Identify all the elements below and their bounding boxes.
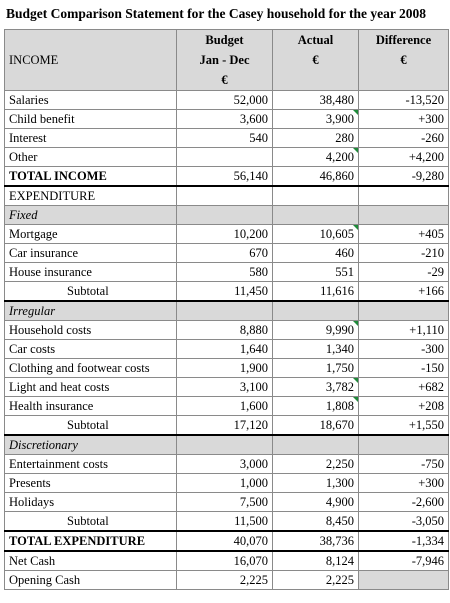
table-row [5,340,449,359]
category-label-cell[interactable]: Irregular [5,301,177,321]
actual-cell[interactable]: 3,900 [273,110,359,129]
difference-cell[interactable]: +1,110 [359,321,449,340]
difference-cell[interactable]: +300 [359,474,449,493]
section-row [5,186,449,206]
actual-cell[interactable]: 1,340 [273,340,359,359]
actual-cell[interactable]: 38,736 [273,531,359,551]
difference-cell[interactable]: -3,050 [359,512,449,532]
subtotal-row [5,416,449,436]
budget-cell[interactable]: 1,000 [177,474,273,493]
budget-cell[interactable]: 56,140 [177,167,273,187]
section-label-cell[interactable]: EXPENDITURE [5,186,177,206]
budget-currency-cell[interactable] [177,70,273,91]
row-label-cell[interactable]: Net Cash [5,551,177,571]
difference-cell[interactable]: -1,334 [359,531,449,551]
actual-cell[interactable]: 46,860 [273,167,359,187]
difference-header-cell[interactable] [359,30,449,51]
budget-cell[interactable]: 1,640 [177,340,273,359]
category-row [5,301,449,321]
budget-cell[interactable]: 580 [177,263,273,282]
difference-cell[interactable]: -7,946 [359,551,449,571]
budget-cell[interactable]: 17,120 [177,416,273,436]
row-label-cell[interactable]: Health insurance [5,397,177,416]
total-income-row [5,167,449,187]
empty-cell[interactable] [359,206,449,225]
row-label-cell[interactable]: Child benefit [5,110,177,129]
row-label-cell[interactable]: House insurance [5,263,177,282]
difference-header-label: Difference [375,33,432,47]
row-label-cell[interactable]: Car costs [5,340,177,359]
budget-header-label: Budget [205,33,244,47]
actual-cell[interactable]: 18,670 [273,416,359,436]
table-row [5,225,449,244]
empty-cell[interactable] [273,186,359,206]
budget-cell[interactable]: 7,500 [177,493,273,512]
actual-cell[interactable]: 4,200 [273,148,359,167]
actual-cell[interactable]: 460 [273,244,359,263]
subtotal-label-cell[interactable]: Subtotal [5,416,177,436]
row-label-cell[interactable]: Opening Cash [5,571,177,590]
empty-cell[interactable] [273,435,359,455]
budget-cell[interactable]: 16,070 [177,551,273,571]
row-label-cell[interactable]: Interest [5,129,177,148]
row-label-cell[interactable]: Light and heat costs [5,378,177,397]
empty-cell[interactable] [359,435,449,455]
actual-header-label: Actual [297,33,334,47]
row-label-cell[interactable]: Holidays [5,493,177,512]
difference-cell[interactable]: -29 [359,263,449,282]
table-row [5,263,449,282]
table-row [5,148,449,167]
budget-period-label: Jan - Dec [199,53,250,67]
table-row [5,359,449,378]
difference-cell[interactable]: +208 [359,397,449,416]
empty-cell[interactable] [177,206,273,225]
row-label-cell[interactable]: Presents [5,474,177,493]
budget-cell[interactable]: 3,600 [177,110,273,129]
difference-cell[interactable]: -750 [359,455,449,474]
actual-cell[interactable]: 11,616 [273,282,359,302]
row-label-cell[interactable]: Household costs [5,321,177,340]
budget-cell[interactable] [177,148,273,167]
opening-cash-row [5,571,449,590]
difference-cell[interactable]: +405 [359,225,449,244]
subtotal-row [5,512,449,532]
table-row [5,455,449,474]
table-row [5,110,449,129]
actual-cell[interactable]: 1,300 [273,474,359,493]
actual-cell[interactable]: 1,808 [273,397,359,416]
table-row [5,321,449,340]
subtotal-label-cell[interactable]: Subtotal [5,512,177,532]
actual-cell[interactable]: 4,900 [273,493,359,512]
actual-cell[interactable]: 1,750 [273,359,359,378]
budget-table [4,29,449,590]
empty-cell[interactable] [273,70,359,91]
row-label-cell[interactable]: Salaries [5,91,177,110]
difference-cell[interactable]: +166 [359,282,449,302]
actual-currency-cell[interactable] [273,50,359,70]
row-label-cell[interactable]: Car insurance [5,244,177,263]
budget-currency-label: € [221,73,228,87]
empty-cell[interactable] [359,70,449,91]
empty-cell[interactable] [273,206,359,225]
empty-cell[interactable] [273,301,359,321]
table-row [5,397,449,416]
actual-cell[interactable]: 3,782 [273,378,359,397]
actual-cell[interactable]: 9,990 [273,321,359,340]
budget-cell[interactable]: 1,600 [177,397,273,416]
difference-cell[interactable]: -2,600 [359,493,449,512]
actual-cell[interactable]: 2,225 [273,571,359,590]
difference-cell[interactable]: -13,520 [359,91,449,110]
net-cash-row [5,551,449,571]
empty-cell[interactable] [177,186,273,206]
table-row [5,91,449,110]
budget-cell[interactable]: 40,070 [177,531,273,551]
budget-cell[interactable]: 540 [177,129,273,148]
table-row [5,378,449,397]
empty-cell[interactable] [359,301,449,321]
actual-cell[interactable]: 8,124 [273,551,359,571]
row-label-cell[interactable]: TOTAL INCOME [5,167,177,187]
subtotal-row [5,282,449,302]
total-expenditure-row [5,531,449,551]
actual-cell[interactable]: 38,480 [273,91,359,110]
category-row [5,435,449,455]
empty-cell[interactable] [359,186,449,206]
budget-cell[interactable]: 2,225 [177,571,273,590]
budget-cell[interactable]: 3,000 [177,455,273,474]
actual-cell[interactable]: 280 [273,129,359,148]
page-title: Budget Comparison Statement for the Casey household for the year 2008 [6,6,426,21]
empty-cell[interactable] [177,301,273,321]
category-row [5,206,449,225]
budget-cell[interactable]: 52,000 [177,91,273,110]
difference-cell[interactable]: -210 [359,244,449,263]
actual-cell[interactable]: 10,605 [273,225,359,244]
table-row [5,244,449,263]
actual-header-cell[interactable] [273,30,359,51]
budget-cell[interactable]: 8,880 [177,321,273,340]
difference-cell[interactable]: +300 [359,110,449,129]
row-label-cell[interactable]: TOTAL EXPENDITURE [5,531,177,551]
difference-cell[interactable]: +4,200 [359,148,449,167]
budget-cell[interactable]: 670 [177,244,273,263]
row-label-cell[interactable]: Other [5,148,177,167]
empty-cell[interactable] [177,435,273,455]
budget-cell[interactable]: 10,200 [177,225,273,244]
budget-cell[interactable]: 3,100 [177,378,273,397]
actual-cell[interactable]: 2,250 [273,455,359,474]
category-label-cell[interactable]: Discretionary [5,435,177,455]
actual-cell[interactable]: 8,450 [273,512,359,532]
difference-cell[interactable]: -9,280 [359,167,449,187]
table-row [5,493,449,512]
income-header-cell[interactable] [5,30,177,91]
row-label-cell[interactable]: Clothing and footwear costs [5,359,177,378]
budget-header-cell[interactable] [177,30,273,51]
difference-cell[interactable] [359,571,449,590]
difference-currency-label: € [400,53,407,67]
table-row [5,129,449,148]
row-label-cell[interactable]: Entertainment costs [5,455,177,474]
difference-cell[interactable]: -300 [359,340,449,359]
budget-cell[interactable]: 1,900 [177,359,273,378]
difference-cell[interactable]: +682 [359,378,449,397]
row-label-cell[interactable]: Mortgage [5,225,177,244]
actual-currency-label: € [312,53,319,67]
difference-cell[interactable]: -260 [359,129,449,148]
difference-currency-cell[interactable] [359,50,449,70]
budget-period-cell[interactable] [177,50,273,70]
header-row-1 [5,30,449,51]
subtotal-label-cell[interactable]: Subtotal [5,282,177,302]
actual-cell[interactable]: 551 [273,263,359,282]
table-row [5,474,449,493]
budget-cell[interactable]: 11,450 [177,282,273,302]
category-label-cell[interactable]: Fixed [5,206,177,225]
income-header-label: INCOME [9,53,59,67]
budget-cell[interactable]: 11,500 [177,512,273,532]
difference-cell[interactable]: -150 [359,359,449,378]
difference-cell[interactable]: +1,550 [359,416,449,436]
